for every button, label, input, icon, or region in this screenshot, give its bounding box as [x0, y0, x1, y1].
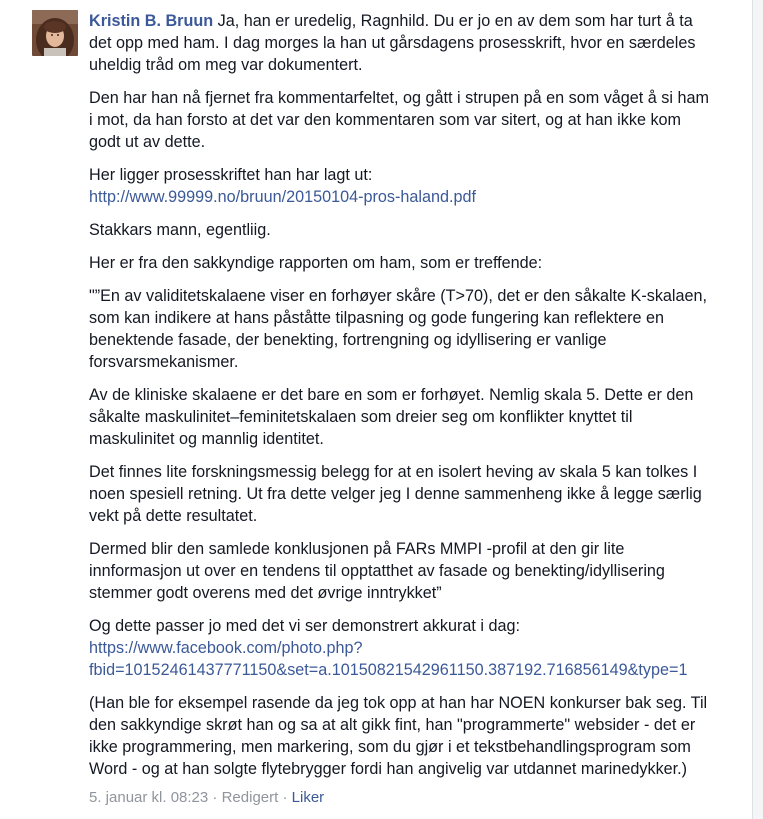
comment-text-3: Her ligger prosesskriftet han har lagt ut:	[89, 166, 373, 184]
comment-paragraph-9: Dermed blir den samlede konklusjonen på FARs MMPI -profil at den gir lite innformasjon ut over en tendens til opptatthet av fasade og benekting/idyllisering stemmer godt overens med det øvrige inntrykket”	[89, 540, 665, 602]
comment-paragraph-5: Her er fra den sakkyndige rapporten om ham, som er treffende:	[89, 254, 543, 272]
avatar-photo-icon	[32, 10, 78, 56]
avatar[interactable]	[32, 10, 78, 56]
comment-text-10: Og dette passer jo med det vi ser demonstrert akkurat i dag:	[89, 617, 520, 635]
comment-timestamp[interactable]: 5. januar kl. 08:23	[89, 789, 209, 806]
facebook-photo-link-line-2[interactable]: fbid=10152461437771150&set=a.10150821542961150.387192.716856149&type=1	[89, 661, 688, 679]
comment-paragraph-7: Av de kliniske skalaene er det bare en som er forhøyet. Nemlig skala 5. Dette er den såkalte maskulinitet–feminitetskalaen som dreier seg om konflikter knyttet til maskulinitet og mannlig identitet.	[89, 386, 694, 448]
comment-paragraph-8: Det finnes lite forskningsmessig belegg for at en isolert heving av skala 5 kan tolkes I noen spesiell retning. Ut fra dette velger jeg I denne sammenheng ikke å legge særlig vekt på dette resultatet.	[89, 463, 702, 525]
comment-author-link[interactable]: Kristin B. Bruun	[89, 12, 214, 30]
prosesskrift-link[interactable]: http://www.99999.no/bruun/20150104-pros-haland.pdf	[89, 188, 476, 206]
comment-paragraph-1	[89, 10, 709, 76]
edited-label[interactable]: Redigert	[221, 789, 279, 806]
comment-body	[89, 10, 709, 808]
facebook-photo-link[interactable]	[89, 639, 687, 679]
comment-paragraph-4: Stakkars mann, egentliig.	[89, 221, 271, 239]
comment-paragraph-10	[89, 615, 709, 681]
meta-separator: ·	[208, 789, 222, 806]
comment-meta	[89, 788, 709, 808]
comment-paragraph-11: (Han ble for eksempel rasende da jeg tok opp at han har NOEN konkurser bak seg. Til den sakkyndige skrøt han og sa at alt gikk fint, han "programmerte" websider - det er ikke programmering, men markering, som du gjør i et tekstbehandlingsprogram som Word - og at han solgte flytebrygger fordi han angivelig var utdannet marinedykker.)	[89, 694, 708, 778]
comment-paragraph-3	[89, 164, 709, 208]
facebook-photo-link-line-1[interactable]: https://www.facebook.com/photo.php?	[89, 639, 363, 657]
comment-paragraph-2: Den har han nå fjernet fra kommentarfeltet, og gått i strupen på en som våget å si ham i mot, da han forsto at det var den kommentaren som var sitert, og at han ikke kom godt ut av dette.	[89, 89, 709, 151]
like-link[interactable]: Liker	[291, 789, 325, 806]
comment-paragraph-6: "”En av validitetskalaene viser en forhøyer skåre (T>70), det er den såkalte K-skalaen, som kan indikere at hans påståtte tilpasning og gode fungering kan reflektere en benektende fasade, der benekting, fortrengning og idyllisering er vanlige forsvarsmekanismer.	[89, 287, 708, 371]
meta-separator: ·	[278, 789, 292, 806]
comment-text-1: Ja, han er uredelig, Ragnhild. Du er jo en av dem som har turt å ta det opp med ham. I dag morges la han ut gårsdagens prosesskrift, hvor en særdeles uheldig tråd om meg var dokumentert.	[89, 12, 696, 74]
page-right-edge	[752, 0, 763, 819]
